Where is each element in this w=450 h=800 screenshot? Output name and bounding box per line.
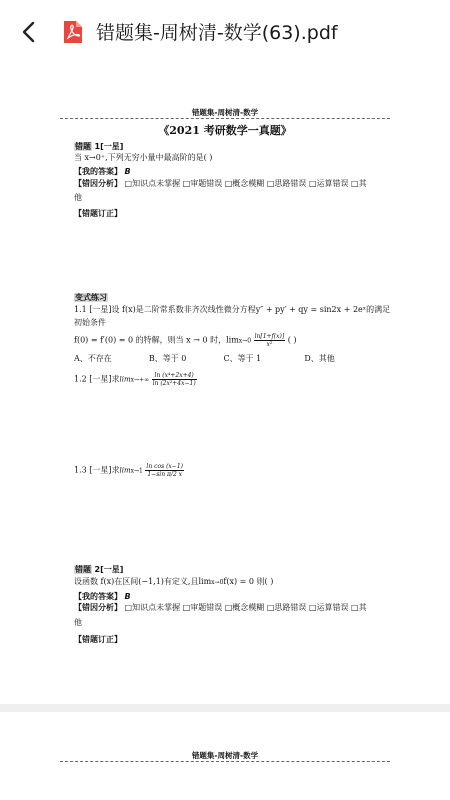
analysis-options: □知识点未掌握 □审题错误 □概念模糊 □思路错误 □运算错误 □其 xyxy=(124,179,367,188)
problem-tag: 错题 xyxy=(75,142,91,151)
problem-number: 2 xyxy=(94,565,101,574)
star-level: [一星] xyxy=(100,142,124,151)
q1-1-fraction: $\frac{\ln[1+f(x)]}{\text{x²}}$ xyxy=(254,333,285,348)
back-button[interactable] xyxy=(16,18,44,46)
page-gap xyxy=(0,704,450,712)
star-level: [一星] xyxy=(100,565,124,574)
option-b: B、等于 0 xyxy=(148,354,187,363)
problem-tag: 错题 xyxy=(75,565,91,574)
header-divider xyxy=(60,118,390,119)
q1-3: 1.3 [一星]求limx→1 $\frac{\text{ln cos (x−1)}}{\text{1−sin π/2 x}}$ xyxy=(74,463,183,478)
q1-2-fraction: $\frac{\text{ln (x⁴+2x+4)}}{\text{ln (2x²+4x−1)}}$ xyxy=(152,372,196,387)
q1-3-fraction: $\frac{\text{ln cos (x−1)}}{\text{1−sin π/2 x}}$ xyxy=(146,463,183,478)
problem-1-heading xyxy=(74,142,123,152)
analysis-tail: 他 xyxy=(74,193,82,202)
running-header: 错题集-周树清-数学 xyxy=(191,751,259,760)
problem-number: 1 xyxy=(94,142,101,151)
problem-1-analysis xyxy=(74,179,367,189)
analysis-label: 【错因分析】 xyxy=(74,179,122,188)
q1-1-options xyxy=(74,354,335,364)
analysis-label: 【错因分析】 xyxy=(74,603,122,612)
problem-2-correction: 【错题订正】 xyxy=(74,635,122,644)
pdf-page-2[interactable] xyxy=(0,712,450,800)
problem-1-answer xyxy=(74,167,131,177)
answer-value: B xyxy=(124,592,131,601)
answer-label: 【我的答案】 xyxy=(74,592,122,601)
answer-label: 【我的答案】 xyxy=(74,167,122,176)
top-bar xyxy=(0,0,450,62)
answer-value: B xyxy=(124,167,131,176)
problem-2-answer xyxy=(74,592,131,602)
problem-1-stem: 当 x→0⁺,下列无穷小量中最高阶的是( ) xyxy=(74,153,213,162)
q1-2: 1.2 [一星]求limx→+∞ $\frac{\text{ln (x⁴+2x+4)}}{\text{ln (2x²+4x−1)}}$ xyxy=(74,372,196,387)
q1-1-line2: 初始条件 xyxy=(74,318,106,327)
analysis-options: □知识点未掌握 □审题错误 □概念模糊 □思路错误 □运算错误 □其 xyxy=(124,603,367,612)
running-header: 错题集-周树清-数学 xyxy=(191,108,259,117)
document-title: 错题集-周树清-数学(63).pdf xyxy=(96,22,338,44)
variant-heading: 变式练习 xyxy=(75,293,107,302)
exam-title: 《2021 考研数学一真题》 xyxy=(158,124,292,137)
problem-2-analysis xyxy=(74,603,367,613)
q1-1-line1: 1.1 [一星]设 f(x)是二阶常系数非齐次线性微分方程y″ + py′ + qy = sin2x + 2eˣ的满足 xyxy=(74,305,391,314)
option-a: A、不存在 xyxy=(74,354,112,363)
problem-2-stem: 设函数 f(x)在区间(−1,1)有定义,且limx→0f(x) = 0 则( ) xyxy=(74,577,274,586)
analysis-tail: 他 xyxy=(74,618,82,627)
option-c: C、等于 1 xyxy=(223,354,262,363)
header-divider xyxy=(60,761,390,762)
pdf-icon xyxy=(62,20,84,44)
pdf-page-1[interactable] xyxy=(0,62,450,704)
chevron-left-icon xyxy=(16,18,44,46)
q1-1-line3: f(0) = f′(0) = 0 的特解，则当 x → 0 时，limx→0 $\frac{\ln[1+f(x)]}{\text{x²}}$ ( ) xyxy=(74,333,297,348)
problem-1-correction: 【错题订正】 xyxy=(74,209,122,218)
option-d: D、其他 xyxy=(304,354,335,363)
problem-2-heading xyxy=(74,565,123,575)
